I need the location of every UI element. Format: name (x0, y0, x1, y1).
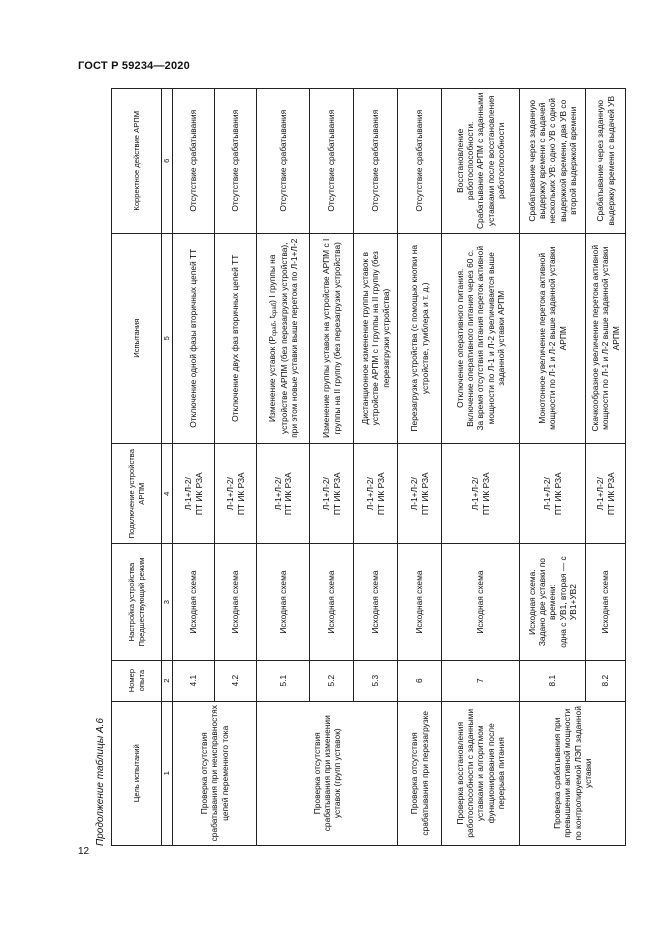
page-number: 12 (78, 846, 90, 857)
test-number: 5.2 (310, 660, 354, 701)
test-description: Скачкообразное увеличение перетока активной мощности по Л-1 и Л-2 выше заданной уставки АРПМ (586, 233, 626, 443)
device-connection: Л-1+Л-2/ ПТ ИК РЗА (520, 443, 586, 544)
subscript: сраб (271, 302, 278, 316)
device-setting: Исходная схема (257, 544, 310, 660)
test-number: 5.3 (354, 660, 398, 701)
column-header: Испытания (112, 233, 162, 443)
expected-action: Отсутствие срабатывания (215, 89, 257, 234)
test-purpose: Проверка отсутствия срабатывания при перезагрузке (398, 701, 442, 845)
expected-action: Восстановление работоспособности. Срабатывание АРПМ с заданными уставками после восстановления работоспособности (442, 89, 520, 234)
device-connection: Л-1+Л-2/ ПТ ИК РЗА (257, 443, 310, 544)
device-setting: Исходная схема (398, 544, 442, 660)
device-connection: Л-1+Л-2/ ПТ ИК РЗА (442, 443, 520, 544)
device-setting: Исходная схема (442, 544, 520, 660)
table-header-row (112, 89, 162, 846)
column-header: Номер опыта (112, 660, 162, 701)
test-text-part: Изменение уставок (P (266, 336, 277, 422)
device-connection: Л-1+Л-2/ ПТ ИК РЗА (586, 443, 626, 544)
table-row (520, 89, 586, 846)
test-number: 8.1 (520, 660, 586, 701)
column-number-row (162, 89, 173, 846)
device-connection: Л-1+Л-2/ ПТ ИК РЗА (215, 443, 257, 544)
test-description: Монотонное увеличение перетока активной мощности по Л-1 и Л-2 выше заданной уставки АРПМ (520, 233, 586, 443)
device-connection: Л-1+Л-2/ ПТ ИК РЗА (398, 443, 442, 544)
test-number: 7 (442, 660, 520, 701)
test-description (257, 233, 310, 443)
document-header: ГОСТ Р 59234—2020 (78, 60, 190, 72)
table-row (173, 89, 215, 846)
test-text-part: ) I группы на устройстве АРПМ (без перезагрузки устройства), при этом новые уставки выше перетока по Л-1+Л-2 (266, 238, 300, 438)
subscript: сраб (271, 322, 278, 337)
column-number: 1 (162, 701, 173, 845)
expected-action: Срабатывание через заданную выдержку времени с выдачей УВ (586, 89, 626, 234)
test-number: 5.1 (257, 660, 310, 701)
device-setting: Исходная схема (310, 544, 354, 660)
device-connection: Л-1+Л-2/ ПТ ИК РЗА (310, 443, 354, 544)
test-description: Перезагрузка устройства (с помощью кнопки на устройстве, тумблера и т. д.) (398, 233, 442, 443)
expected-action: Отсутствие срабатывания (173, 89, 215, 234)
test-purpose: Проверка отсутствия срабатывания при изменении уставок (групп уставок) (257, 701, 398, 845)
device-setting: Исходная схема (215, 544, 257, 660)
test-purpose: Проверка срабатывания при превышении активной мощности по контролируемой ЛЭП заданной уставки (520, 701, 626, 845)
test-number: 4.1 (173, 660, 215, 701)
device-connection: Л-1+Л-2/ ПТ ИК РЗА (354, 443, 398, 544)
expected-action: Отсутствие срабатывания (310, 89, 354, 234)
test-description: Отключение одной фазы вторичных цепей ТТ (173, 233, 215, 443)
column-number: 3 (162, 544, 173, 660)
expected-action: Отсутствие срабатывания (257, 89, 310, 234)
table-row (442, 89, 520, 846)
test-description: Отключение оперативного питания. Включение оперативного питания через 60 с. За время отсутствия питания переток активной мощности по Л-1 и Л-2 увеличивается выше заданной уставки АРПМ (442, 233, 520, 443)
column-header: Настройка устройства Предшествующий режим (112, 544, 162, 660)
test-number: 4.2 (215, 660, 257, 701)
column-header: Корректное действие АРПМ (112, 89, 162, 234)
column-number: 2 (162, 660, 173, 701)
test-description: Дистанционное изменение группы уставок в устройстве АРПМ с I группы на II группу (без перезагрузки устройства) (354, 233, 398, 443)
column-header: Цель испытаний (112, 701, 162, 845)
expected-action: Срабатывание через заданную выдержку времени с выдачей нескольких УВ: одно УВ с одной выдержкой времени, два УВ со второй выдержкой времени (520, 89, 586, 234)
expected-action: Отсутствие срабатывания (398, 89, 442, 234)
column-number: 6 (162, 89, 173, 234)
test-number: 6 (398, 660, 442, 701)
test-purpose: Проверка отсутствия срабатывания при неисправностях цепей переменного тока (173, 701, 257, 845)
device-setting: Исходная схема. Задано две уставки по времени: одна с УВ1, вторая — с УВ1+УВ2 (520, 544, 586, 660)
test-table (111, 88, 626, 846)
test-description: Отключение двух фаз вторичных цепей ТТ (215, 233, 257, 443)
rotated-table-block (95, 88, 621, 846)
test-description: Изменение группы уставок на устройстве АРПМ с I группы на II группу (без перезагрузки устройства) (310, 233, 354, 443)
test-number: 8.2 (586, 660, 626, 701)
device-setting: Исходная схема (586, 544, 626, 660)
expected-action: Отсутствие срабатывания (354, 89, 398, 234)
device-connection: Л-1+Л-2/ ПТ ИК РЗА (173, 443, 215, 544)
table-row (398, 89, 442, 846)
device-setting: Исходная схема (173, 544, 215, 660)
device-setting: Исходная схема (354, 544, 398, 660)
table-caption: Продолжение таблицы А.6 (95, 718, 106, 846)
table-row (257, 89, 310, 846)
column-number: 5 (162, 233, 173, 443)
test-purpose: Проверка восстановления работоспособности с заданными уставками и алгоритмом функционирования после перерыва питания (442, 701, 520, 845)
column-number: 4 (162, 443, 173, 544)
column-header: Подключение устройства АРПМ (112, 443, 162, 544)
test-text-part: , t (266, 315, 277, 323)
